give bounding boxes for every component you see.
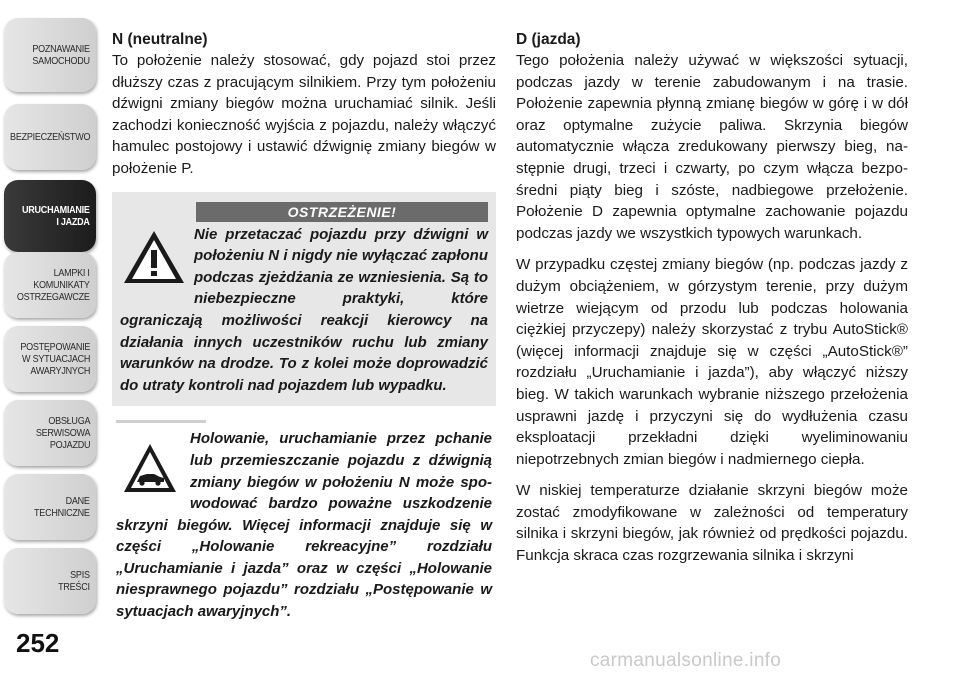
left-column	[112, 30, 496, 623]
tab-label: SPIS TREŚCI	[58, 569, 90, 593]
tab-dane-techniczne[interactable]	[4, 474, 96, 540]
warning-triangle-icon	[122, 228, 186, 286]
notice-box	[112, 420, 496, 622]
notice-text: Holowanie, uruchamianie przez pchanie lub przemieszczanie pojazdu z dźwignią zmiany biegów w położeniu N może spowodować bardzo poważne uszkodzenie skrzyni biegów. Więcej informacji znajduje się w części „Holowanie rekreacyjne” rozdziału „Uruchamianie i jazda” oraz w części „Holowanie niesprawnego pojazdu” rozdziału „Postępowanie w sytuacjach awaryjnych”.	[116, 430, 492, 621]
drive-paragraph-2: W przypadku częstej zmiany biegów (np. podczas jazdy z dużym obciążeniem, w górzystym terenie, przy dużym wietrze wiejącym od przodu lub podczas holowania ciężkiej przyczepy) należy skorzystać z trybu AutoStick® (więcej informacji znajduje się w części „AutoStick®” rozdziału „Uruchamianie i jazda”), aby włączyć niższy bieg. W takich warunkach wybranie niższego przełożenia usprawni jazdę i przyczyni się do wydłużenia czasu eksploatacji przekładni dzięki wyeliminowaniu niepotrzebnych zmian biegów i nadmiernego ciepła.	[516, 256, 908, 468]
tab-uruchamianie-i-jazda[interactable]	[4, 180, 96, 252]
section-heading-neutral: N (neutralne)	[112, 31, 208, 48]
tab-poznawanie-samochodu[interactable]	[4, 18, 96, 92]
tab-label: POZNAWANIE SAMOCHODU	[32, 43, 90, 67]
car-notice-icon	[122, 442, 178, 496]
tab-lampki-komunikaty[interactable]	[4, 252, 96, 318]
site-watermark: carmanualsonline.info	[590, 650, 782, 671]
tab-label: LAMPKI I KOMUNIKATY OSTRZEGAWCZE	[17, 267, 90, 303]
tab-postepowanie-awaryjne[interactable]	[4, 326, 96, 392]
notice-divider	[116, 420, 206, 423]
tab-label: POSTĘPOWANIE W SYTUACJACH AWARYJNYCH	[20, 341, 90, 377]
page-number: 252	[16, 628, 60, 658]
warning-text: Nie przetaczać pojazdu przy dźwigni w położeniu N i nigdy nie wyłączać zapłonu podczas zjeżdżania ze wzniesienia. Są to niebezpieczne praktyki, które ograniczają możliwości reakcji kierowcy na działania innych uczestników ruchu lub zmiany warunków na drodze. To z kolei może doprowadzić do utraty kontroli nad pojazdem lub wypadku.	[120, 225, 488, 394]
tab-label: URUCHAMIANIE I JAZDA	[22, 204, 90, 228]
neutral-paragraph: To położenie należy stosować, gdy pojazd stoi przez dłuższy czas z pracującym silnikiem. Przy tym położeniu dźwigni zmiany biegów można uruchamiać silnik. Jeśli zachodzi konieczność wyjścia z pojazdu, należy włączyć hamulec postojowy i ustawić dźwignię zmiany biegów w położenie P.	[112, 52, 496, 177]
tab-bezpieczenstwo[interactable]	[4, 104, 96, 170]
tab-label: OBSŁUGA SERWISOWA POJAZDU	[35, 415, 90, 451]
warning-title: OSTRZEŻENIE!	[196, 202, 488, 222]
drive-paragraph-3: W niskiej temperaturze działanie skrzyni biegów może zostać zmodyfikowane w zależności od temperatury silnika i skrzyni biegów, jak również od prędkości pojazdu. Funkcja skraca czas rozgrzewania silnika i skrzyni	[516, 482, 908, 565]
chapter-tabs	[0, 0, 100, 678]
tab-label: BEZPIECZEŃSTWO	[9, 131, 90, 143]
drive-paragraph-1: Tego położenia należy używać w większości sytuacji, podczas jazdy w terenie zabudowanym i na trasie. Położenie zapewnia płynną zmianę biegów w górę i w dół oraz optymalne zużycie paliwa. Skrzynia biegów automatycznie włącza zredukowany pierwszy bieg, następnie drugi, trzeci i czwarty, po czym włącza bezpośredni piąty bieg i szóste, nadbiegowe przełożenie. Położenie D zapewnia optymalne zachowanie pojazdu podczas jazdy we wszystkich typowych warunkach.	[516, 52, 908, 242]
tab-obsluga-serwisowa[interactable]	[4, 400, 96, 466]
right-column	[516, 30, 908, 577]
tab-label: DANE TECHNICZNE	[34, 495, 90, 519]
section-heading-drive: D (jazda)	[516, 31, 581, 48]
warning-box	[112, 192, 496, 407]
tab-spis-tresci[interactable]	[4, 548, 96, 614]
